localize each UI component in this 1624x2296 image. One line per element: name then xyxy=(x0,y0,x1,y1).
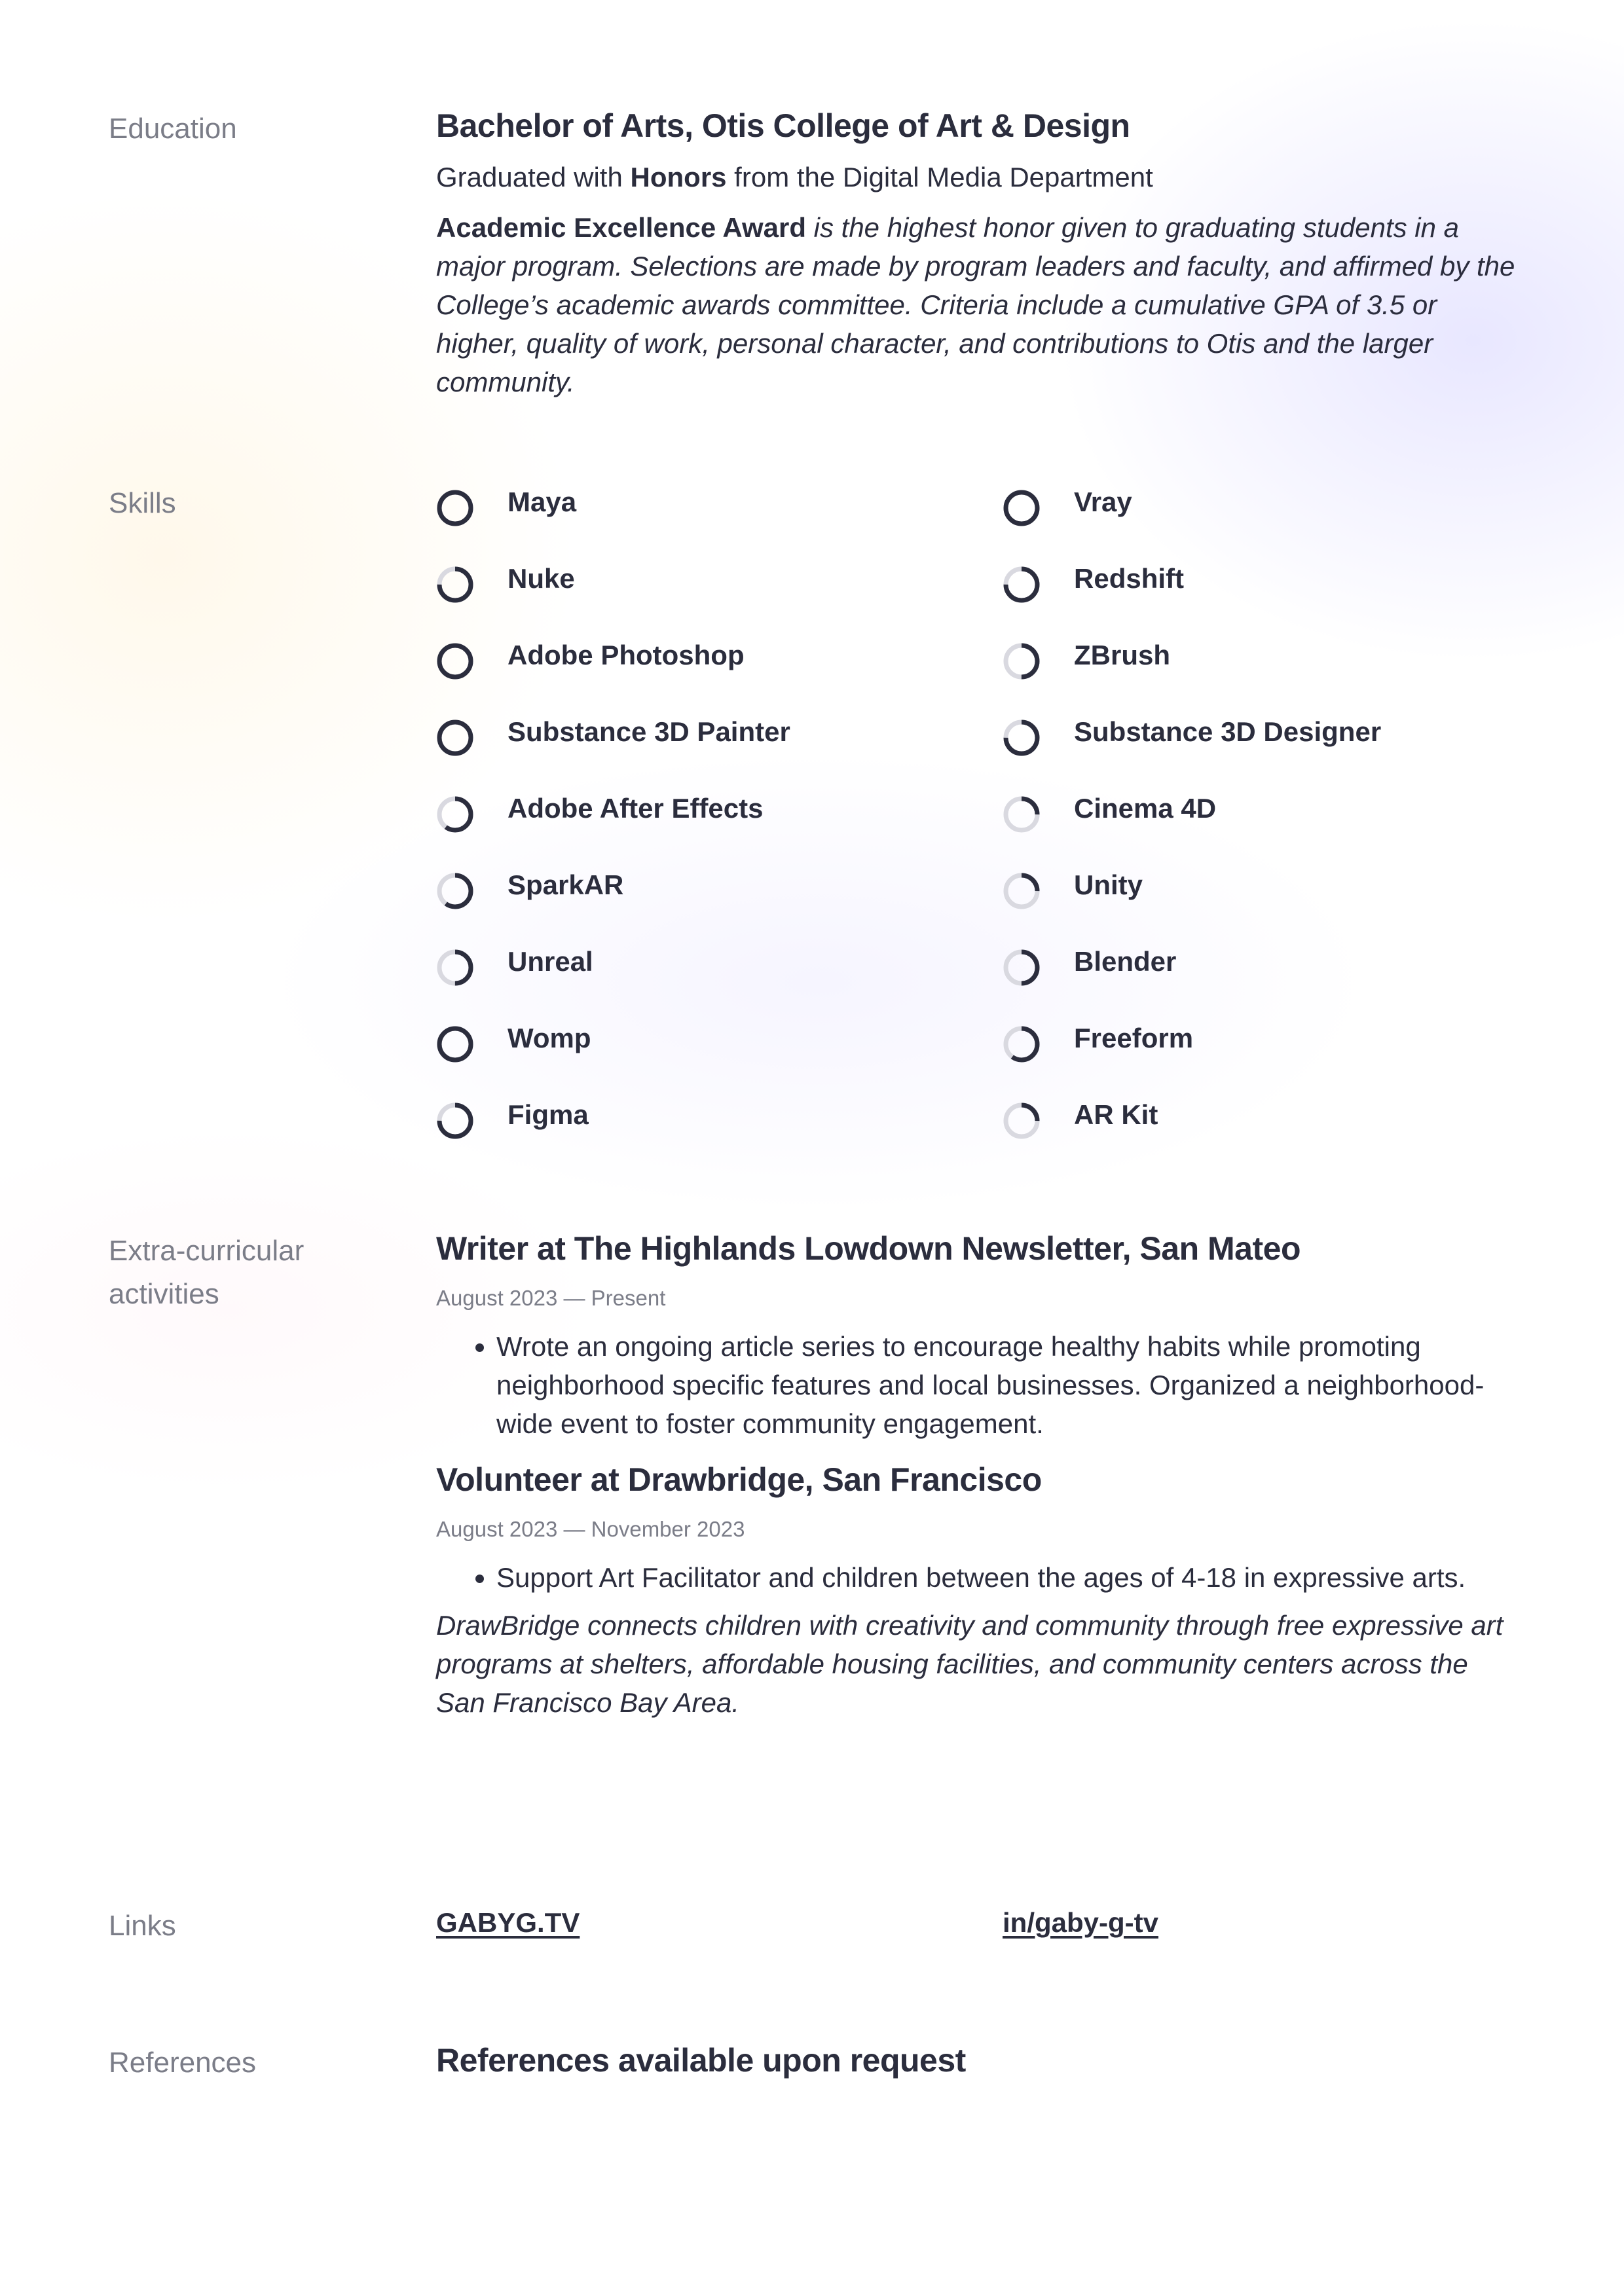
skill-level-ring xyxy=(1003,795,1041,833)
graduation-line xyxy=(436,158,1517,196)
skill-item xyxy=(436,481,973,534)
links-label: Links xyxy=(109,1910,176,1942)
skill-name: Nuke xyxy=(507,563,575,594)
skill-ring-fill xyxy=(439,1029,471,1060)
activity-title: Writer at The Highlands Lowdown Newsletter, San Mateo xyxy=(436,1230,1301,1267)
skills-label: Skills xyxy=(109,487,176,519)
skill-level-ring xyxy=(436,949,474,987)
skill-level-ring xyxy=(1003,872,1041,910)
skill-item xyxy=(1003,711,1540,763)
skill-name: AR Kit xyxy=(1074,1099,1158,1130)
linkedin-link[interactable]: in/gaby-g-tv xyxy=(1003,1907,1158,1938)
skill-level-ring xyxy=(436,719,474,757)
skill-item xyxy=(1003,481,1540,534)
skill-item xyxy=(436,1094,973,1146)
skill-level-ring xyxy=(436,489,474,527)
skill-ring-fill xyxy=(439,492,471,524)
activity-item xyxy=(436,1228,1517,1443)
skill-name: SparkAR xyxy=(507,869,624,900)
education-content xyxy=(436,105,1517,401)
activity-note: DrawBridge connects children with creativity and community through free expressive art programs at shelters, affordable housing facilities, and community centers across the San Francisco Bay Area. xyxy=(436,1610,1504,1718)
references-content xyxy=(436,2039,1517,2081)
skill-item xyxy=(436,711,973,763)
award-description xyxy=(436,208,1517,401)
skill-ring-fill xyxy=(439,722,471,754)
skill-item xyxy=(436,558,973,610)
skill-item xyxy=(1003,1017,1540,1070)
skill-name: Unity xyxy=(1074,869,1143,900)
award-text: is the highest honor given to graduating students in a major program. Selections are made by program leaders and faculty, and affirmed by the College’s academic awards committee. Criteria include a cumulative GPA of 3.5 or higher, quality of work, personal character, and contributions to Otis and the larger community. xyxy=(436,212,1515,397)
skill-name: ZBrush xyxy=(1074,640,1170,670)
skill-name: Adobe After Effects xyxy=(507,793,764,824)
activities-content xyxy=(436,1228,1517,1722)
graduated-prefix: Graduated with xyxy=(436,162,631,192)
skill-name: Figma xyxy=(507,1099,589,1130)
skill-level-ring xyxy=(436,872,474,910)
graduated-honors: Honors xyxy=(630,162,727,192)
activity-item xyxy=(436,1459,1517,1722)
skill-name: Substance 3D Painter xyxy=(507,716,790,747)
skill-item xyxy=(436,788,973,840)
skill-name: Adobe Photoshop xyxy=(507,640,745,670)
skill-level-ring xyxy=(436,795,474,833)
skill-name: Cinema 4D xyxy=(1074,793,1217,824)
skill-level-ring xyxy=(1003,489,1041,527)
skill-level-ring xyxy=(1003,1025,1041,1063)
education-label: Education xyxy=(109,113,237,145)
skill-name: Redshift xyxy=(1074,563,1184,594)
skill-item xyxy=(1003,788,1540,840)
references-text: References available upon request xyxy=(436,2042,966,2079)
activity-bullets xyxy=(436,1327,1517,1443)
activity-dates: August 2023 — November 2023 xyxy=(436,1517,745,1541)
skill-item xyxy=(1003,864,1540,917)
skill-level-ring xyxy=(436,566,474,604)
skill-name: Vray xyxy=(1074,486,1132,517)
graduated-suffix: from the Digital Media Department xyxy=(726,162,1153,192)
skill-item xyxy=(436,941,973,993)
activity-dates: August 2023 — Present xyxy=(436,1286,666,1310)
references-label: References xyxy=(109,2047,257,2079)
activities-label: Extra-curricular activities xyxy=(109,1235,304,1310)
skill-level-ring xyxy=(1003,1102,1041,1140)
skill-ring-fill xyxy=(439,646,471,677)
skill-level-ring xyxy=(436,642,474,680)
skill-level-ring xyxy=(436,1025,474,1063)
activity-bullet: • Wrote an ongoing article series to encourage healthy habits while promoting neighborhood specific features and local businesses. Organized a neighborhood-wide event to foster community engagement. xyxy=(496,1327,1517,1443)
skill-name: Substance 3D Designer xyxy=(1074,716,1382,747)
skill-level-ring xyxy=(1003,566,1041,604)
skill-item xyxy=(1003,634,1540,687)
skill-name: Unreal xyxy=(507,946,593,977)
activity-bullets xyxy=(436,1558,1517,1597)
skill-name: Freeform xyxy=(1074,1023,1194,1053)
skill-item xyxy=(436,634,973,687)
skill-level-ring xyxy=(1003,949,1041,987)
skill-item xyxy=(436,864,973,917)
skill-item xyxy=(1003,558,1540,610)
activity-bullet: • Support Art Facilitator and children between the ages of 4-18 in expressive arts. xyxy=(496,1558,1517,1597)
skill-level-ring xyxy=(1003,642,1041,680)
skill-name: Maya xyxy=(507,486,577,517)
award-name: Academic Excellence Award xyxy=(436,212,806,243)
skill-name: Blender xyxy=(1074,946,1177,977)
skill-level-ring xyxy=(436,1102,474,1140)
skill-ring-fill xyxy=(1006,492,1037,524)
skill-item xyxy=(1003,1094,1540,1146)
skill-item xyxy=(436,1017,973,1070)
skill-name: Womp xyxy=(507,1023,591,1053)
skill-item xyxy=(1003,941,1540,993)
skill-level-ring xyxy=(1003,719,1041,757)
degree-title: Bachelor of Arts, Otis College of Art & Design xyxy=(436,107,1130,144)
website-link[interactable]: GABYG.TV xyxy=(436,1907,580,1938)
activity-title: Volunteer at Drawbridge, San Francisco xyxy=(436,1461,1042,1498)
